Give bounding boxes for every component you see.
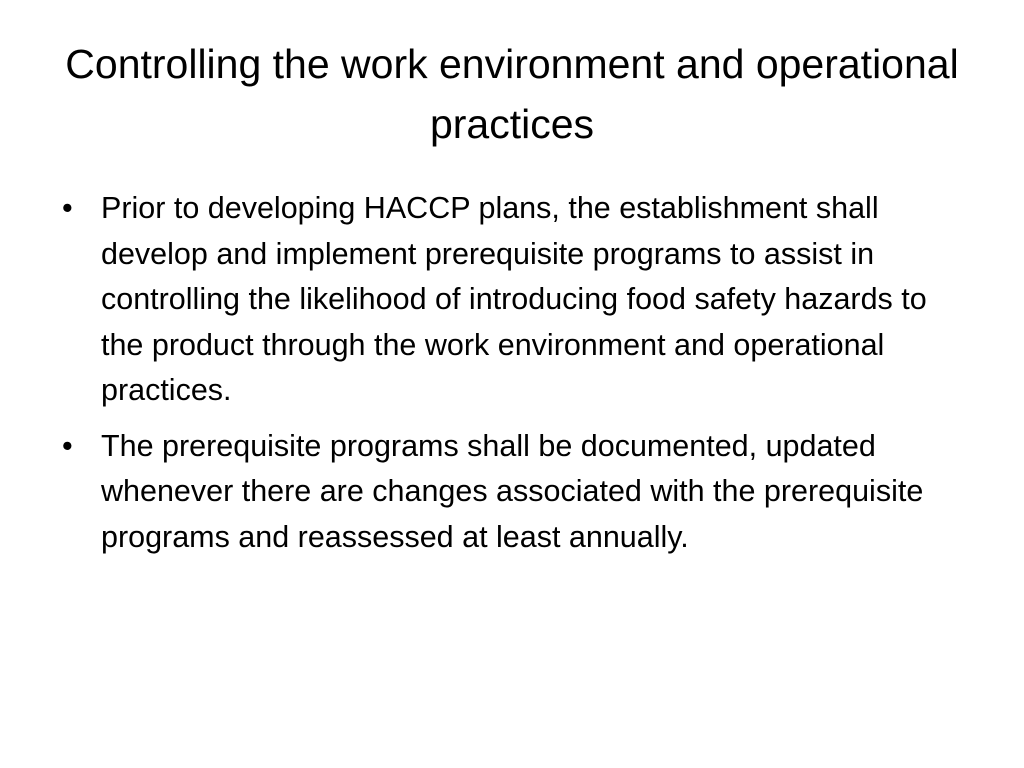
bullet-list	[62, 186, 972, 570]
slide-title: Controlling the work environment and operational practices	[65, 41, 959, 147]
bullet-item	[62, 186, 972, 414]
bullet-dot-icon: •	[62, 428, 73, 463]
bullet-item	[62, 424, 972, 561]
bullet-text: Prior to developing HACCP plans, the establishment shall develop and implement prerequisite programs to assist in controlling the likelihood of introducing food safety hazards to the product through the work environment and operational practices.	[101, 191, 927, 407]
bullet-dot-icon: •	[62, 191, 73, 225]
bullet-text: The prerequisite programs shall be documented, updated whenever there are changes associated with the prerequisite programs and reassessed at least annually.	[101, 428, 924, 554]
